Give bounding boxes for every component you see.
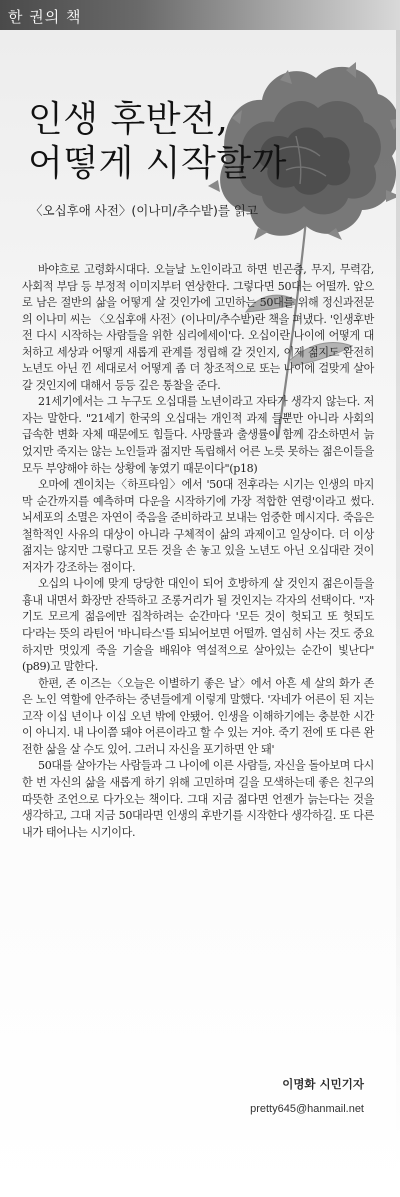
article-paragraph: 오마에 겐이치는〈하프타임〉에서 '50대 전후라는 시기는 인생의 마지막 순간까지를 예측하며 다운을 시작하기에 가장 적합한 연령'이라고 썼다. 뇌세포의 소멸은 자연이 죽음을 준비하라고 보내는 엄중한 메시지다. 죽음은 철학적인 사유의 대상이 아니라 구체적이 삶의 과제이고 일상이다. 더 이상 젊지는 않지만 그렇다고 모든 것을 손 놓고 있을 노년도 아닌 오십대란 것이 저자가 강조하는 점이다. [22,478,374,574]
headline-line-1: 인생 후반전, [28,99,229,140]
section-header-bar [0,0,400,30]
page-edge-shadow [396,30,400,1170]
article-subtitle: 〈오십후애 사전〉(이나미/추수밭)를 읽고 [30,203,259,218]
section-label: 한 권의 책 [8,8,82,26]
article-body [22,262,374,841]
article-paragraph: 50대를 살아가는 사람들과 그 나이에 이른 사람들, 자신을 돌아보며 다시 한 번 자신의 삶을 새롭게 하기 위해 고민하며 길을 모색하는데 좋은 친구의 따뜻한 조언으로 다가오는 책이다. 그대 지금 젊다면 언젠가 늙는다는 것을 생각하고, 그대 지금 50대라면 인생의 후반기를 시작한다 생각하길. 또 다른 내가 태어나는 시기이다. [22,759,374,839]
article-paragraph: 오십의 나이에 맞게 당당한 대인이 되어 호방하게 살 것인지 젊은이들을 흉내 내면서 화장만 잔뜩하고 조롱거리가 될 것인지는 각자의 선택이다. "자기도 모르게 젊음에만 집착하려는 순간마다 '모든 것이 헛되고 또 헛되도다'라는 뜻의 라틴어 '바니타스'를 되뇌어보면 어떨까. 열심히 사는 것도 중요하지만 멋있게 죽을 기술을 배워야 역설적으로 살아있는 순간이 빛난다"(p89)고 말한다. [22,577,374,674]
article-headline [28,98,287,186]
article-paragraph: 바야흐로 고령화시대다. 오늘날 노인이라고 하면 빈곤층, 무지, 무력감, 사회적 부담 등 부정적 이미지부터 연상한다. 그렇다면 50대는 어떨까. 앞으로 남은 절반의 삶을 어떻게 살 것인가에 고민하는 50대를 위해 정신과전문의 이나미 씨는 〈오십후애 사전〉(이나미/추수밭)란 책을 펴냈다. '인생후반전 다시 시작하는 사람들을 위한 심리에세이'다. 오십이란 나이에 어떻게 대처하고 세상과 어떻게 새롭게 관계를 정립해 갈 것인지, 이제 젊지도 완전히 노년도 아닌 낀 세대로서 어떻게 좀 더 창조적으로 또는 나이에 걸맞게 살아갈 것인지에 대해서 등등 깊은 통찰을 준다. [22,263,374,392]
headline-line-2: 어떻게 시작할까 [28,143,287,184]
article-paragraph: 한편, 존 이즈는〈오늘은 이별하기 좋은 날〉에서 아흔 세 살의 화가 존은 노인 역할에 안주하는 중년들에게 이렇게 말했다. '자네가 어른이 된 지는 고작 이십 년이나 이십 오년 밖에 안됐어. 인생을 이해하기에는 충분한 시간이 아니지. 내 나이쯤 돼야 어른이라고 할 수 있는 거야. 죽기 전에 또 다른 완전한 삶을 살 수도 있어. 그러니 자신을 포기하면 안 돼' [22,676,374,756]
author-email[interactable]: pretty645@hanmail.net [250,1103,364,1115]
author-byline: 이명화 시민기자 [282,1077,364,1091]
article-paragraph: 21세기에서는 그 누구도 오십대를 노년이라고 자타가 생각지 않는다. 저자는 말한다. "21세기 한국의 오십대는 개인적 과제 들뿐만 아니라 사회의 급속한 변화 자체 때문에도 힘들다. 사망률과 출생률이 함께 감소하면서 늙었지만 죽지는 않는 노인들과 젊지만 독립해서 어른 노릇 못하는 젊은이들을 모두 부양해야 하는 상황에 놓였기 때문이다"(p18) [22,395,374,475]
